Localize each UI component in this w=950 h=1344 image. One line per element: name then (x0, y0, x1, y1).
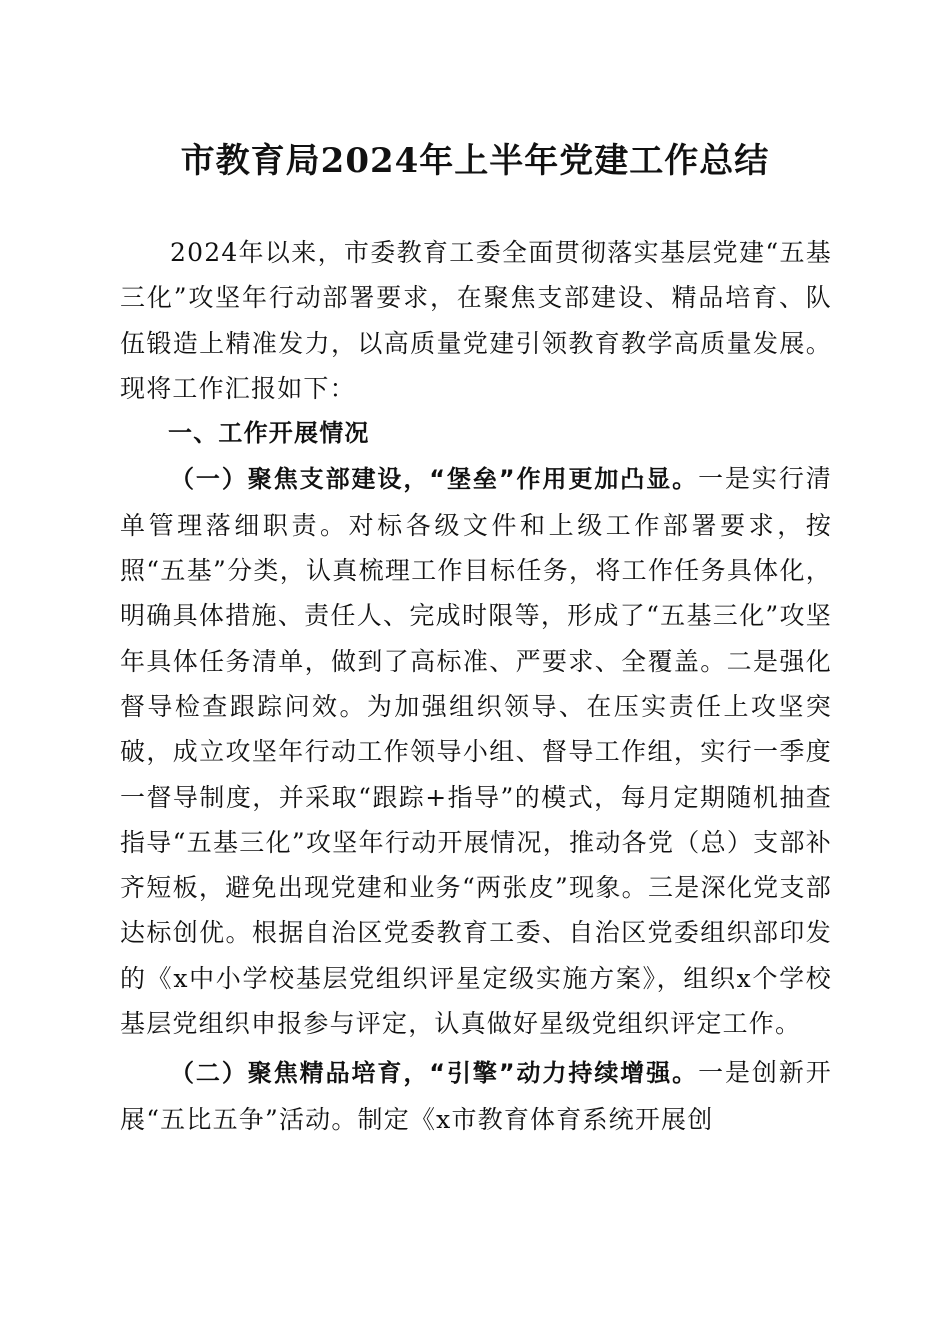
section-heading: 一、工作开展情况 (168, 419, 370, 448)
document-title: 市教育局2024年上半年党建工作总结 (180, 141, 770, 181)
document-body (120, 230, 832, 1142)
subsection-1-paragraph (120, 456, 832, 1046)
subsection-2-paragraph (120, 1050, 832, 1142)
subsection-1-title: （一）聚焦支部建设，“堡垒”作用更加凸显。 (170, 465, 699, 494)
subsection-2-body: 一是创新开展“五比五争”活动。制定《x市教育体育系统开展创 (120, 1058, 832, 1134)
intro-paragraph: 2024年以来，市委教育工委全面贯彻落实基层党建“五基三化”攻坚年行动部署要求，在聚焦支部建设、精品培育、队伍锻造上精准发力，以高质量党建引领教育教学高质量发展。现将工作汇报如下： (120, 238, 832, 403)
subsection-1-body: 一是实行清单管理落细职责。对标各级文件和上级工作部署要求，按照“五基”分类，认真梳理工作目标任务，将工作任务具体化，明确具体措施、责任人、完成时限等，形成了“五基三化”攻坚年具体任务清单，做到了高标准、严要求、全覆盖。二是强化督导检查跟踪问效。为加强组织领导、在压实责任上攻坚突破，成立攻坚年行动工作领导小组、督导工作组，实行一季度一督导制度，并采取“跟踪+指导”的模式，每月定期随机抽查指导“五基三化”攻坚年行动开展情况，推动各党（总）支部补齐短板，避免出现党建和业务“两张皮”现象。三是深化党支部达标创优。根据自治区党委教育工委、自治区党委组织部印发的《x中小学校基层党组织评星定级实施方案》，组织x个学校基层党组织申报参与评定，认真做好星级党组织评定工作。 (120, 464, 832, 1039)
subsection-2-title: （二）聚焦精品培育，“引擎”动力持续增强。 (170, 1059, 699, 1088)
